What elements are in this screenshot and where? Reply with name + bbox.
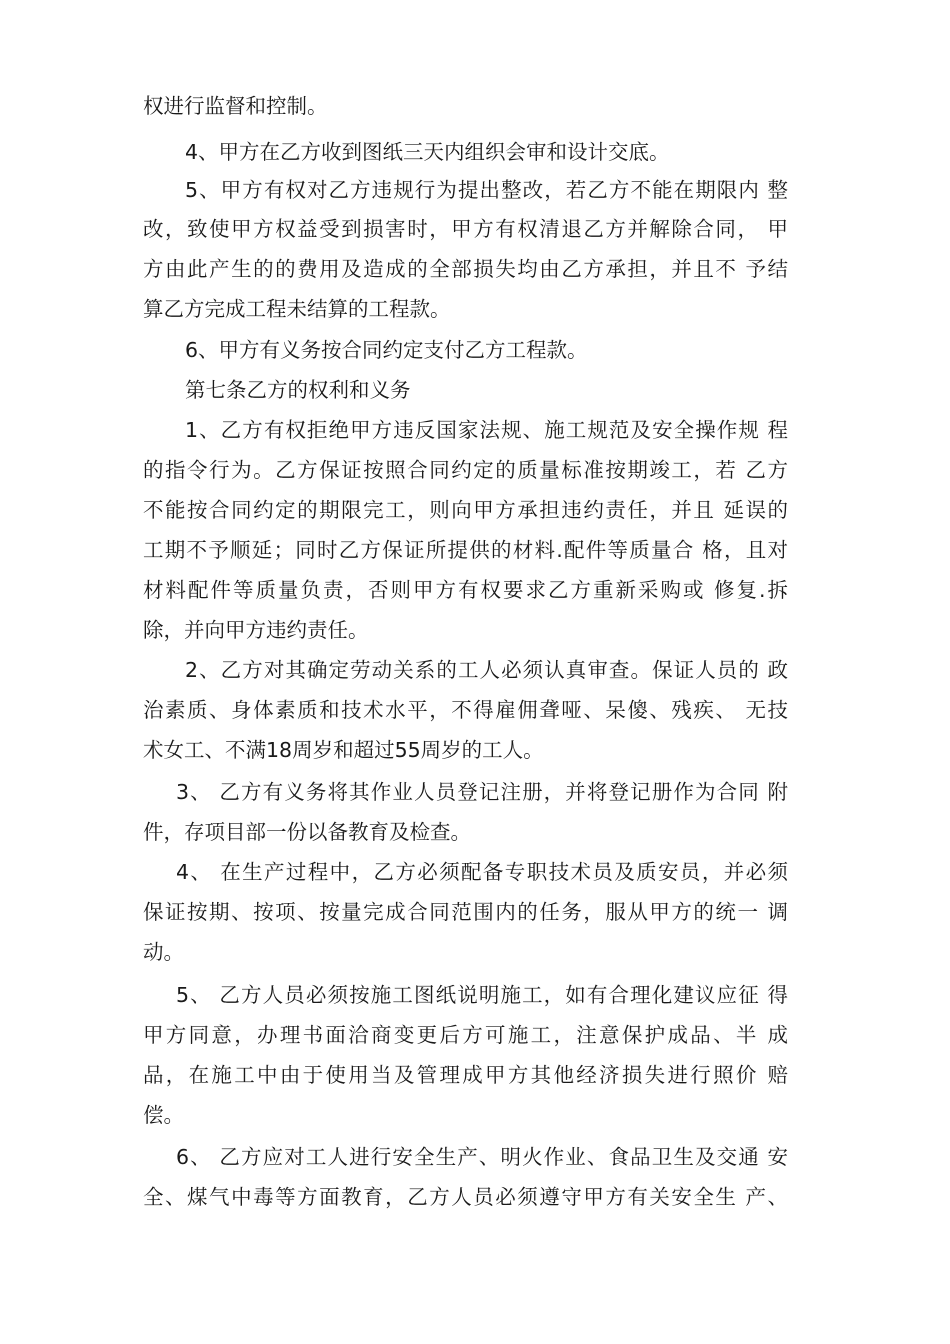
section-heading: 第七条乙方的权利和义务 — [185, 378, 411, 402]
text-line: 1、乙方有权拒绝甲方违反国家法规、施工规范及安全操作规 程 — [185, 418, 788, 442]
text-line: 全、煤气中毒等方面教育，乙方人员必须遵守甲方有关安全生 产、 — [143, 1185, 788, 1209]
text-line: 5、 乙方人员必须按施工图纸说明施工，如有合理化建议应征 得 — [176, 983, 788, 1007]
text-line: 保证按期、按项、按量完成合同范围内的任务，服从甲方的统一 调 — [143, 900, 788, 924]
text-line: 术女工、不满18周岁和超过55周岁的工人。 — [143, 738, 544, 762]
text-line: 偿。 — [143, 1103, 184, 1127]
text-line: 3、 乙方有义务将其作业人员登记注册，并将登记册作为合同 附 — [176, 780, 788, 804]
text-line: 件，存项目部一份以备教育及检查。 — [143, 820, 471, 844]
text-line: 方由此产生的的费用及造成的全部损失均由乙方承担，并且不 予结 — [143, 257, 788, 281]
text-line: 算乙方完成工程未结算的工程款。 — [143, 297, 451, 321]
text-line: 材料配件等质量负责，否则甲方有权要求乙方重新采购或 修复.拆 — [143, 578, 788, 602]
text-line: 6、 乙方应对工人进行安全生产、明火作业、食品卫生及交通 安 — [176, 1145, 788, 1169]
text-line: 4、 在生产过程中，乙方必须配备专职技术员及质安员，并必须 — [176, 860, 788, 884]
text-line: 5、甲方有权对乙方违规行为提出整改，若乙方不能在期限内 整 — [185, 178, 788, 202]
text-line: 2、乙方对其确定劳动关系的工人必须认真审查。保证人员的 政 — [185, 658, 788, 682]
text-line: 品，在施工中由于使用当及管理成甲方其他经济损失进行照价 赔 — [143, 1063, 788, 1087]
text-line: 甲方同意，办理书面洽商变更后方可施工，注意保护成品、半 成 — [143, 1023, 788, 1047]
text-line: 不能按合同约定的期限完工，则向甲方承担违约责任，并且 延误的 — [143, 498, 788, 522]
text-line: 除，并向甲方违约责任。 — [143, 618, 369, 642]
text-line: 改，致使甲方权益受到损害时，甲方有权清退乙方并解除合同， 甲 — [143, 217, 788, 241]
text-line: 4、甲方在乙方收到图纸三天内组织会审和设计交底。 — [185, 140, 670, 164]
text-line: 治素质、身体素质和技术水平，不得雇佣聋哑、呆傻、残疾、 无技 — [143, 698, 788, 722]
text-line: 的指令行为。乙方保证按照合同约定的质量标准按期竣工，若 乙方 — [143, 458, 788, 482]
text-line: 6、甲方有义务按合同约定支付乙方工程款。 — [185, 338, 588, 362]
text-line: 权进行监督和控制。 — [143, 94, 328, 118]
text-line: 动。 — [143, 940, 184, 964]
text-line: 工期不予顺延；同时乙方保证所提供的材料.配件等质量合 格，且对 — [143, 538, 788, 562]
